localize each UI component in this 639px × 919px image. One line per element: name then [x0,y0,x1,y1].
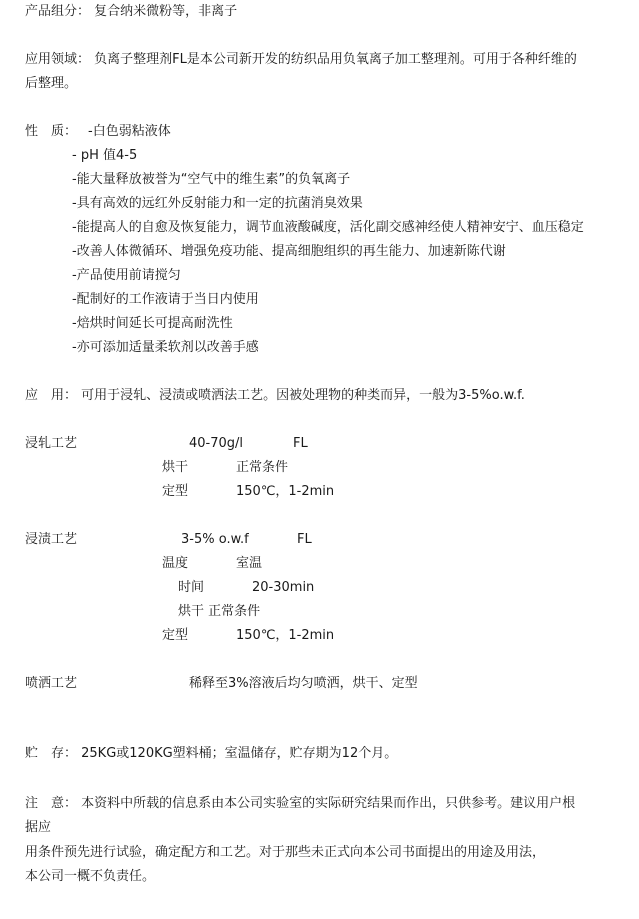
property-item: - pH 值4-5 [72,148,138,163]
padding-title: 浸轧工艺 [25,436,78,451]
usage-line: 应 用： 可用于浸轧、浸渍或喷洒法工艺。因被处理物的种类而异，一般为3-5%o.w.f. [25,388,525,403]
padding-agent: FL [293,436,308,451]
property-item: -配制好的工作液请于当日内使用 [72,292,259,307]
dipping-dosage: 3-5% o.w.f [181,532,249,547]
notice-line2: 据应 [25,820,52,835]
property-item: -能提高人的自愈及恢复能力，调节血液酸碱度，活化副交感神经使人精神安宁、血压稳定 [72,220,584,235]
property-item: -改善人体微循环、增强免疫功能、提高细胞组织的再生能力、加速新陈代谢 [72,244,506,259]
padding-dry-value: 正常条件 [236,460,289,475]
composition-line: 产品组分： 复合纳米微粉等，非离子 [25,4,238,19]
application-area-line1: 应用领域： 负离子整理剂FL是本公司新开发的纺织品用负氧离子加工整理剂。可用于各种纤维的 [25,52,577,67]
spraying-text: 稀释至3%溶液后均匀喷洒，烘干、定型 [189,676,418,691]
notice-line4: 本公司一概不负责任。 [25,869,156,884]
property-item: -具有高效的远红外反射能力和一定的抗菌消臭效果 [72,196,363,211]
dipping-agent: FL [297,532,312,547]
notice-line3: 用条件预先进行试验，确定配方和工艺。对于那些未正式向本公司书面提出的用途及用法， [25,845,546,860]
dipping-time-value: 20-30min [252,580,315,595]
padding-dosage: 40-70g/l [189,436,244,451]
property-item: -白色弱粘液体 [88,124,171,139]
padding-cure-label: 定型 [162,484,189,499]
spraying-title: 喷洒工艺 [25,676,78,691]
notice-line1: 注 意： 本资料中所载的信息系由本公司实验室的实际研究结果而作出，只供参考。建议用户根 [25,796,576,811]
property-item: -焙烘时间延长可提高耐洗性 [72,316,233,331]
dipping-cure-label: 定型 [162,628,189,643]
dipping-dry-text: 烘干 正常条件 [178,604,261,619]
padding-cure-value: 150℃，1-2min [236,484,335,499]
dipping-temp-value: 室温 [236,556,263,571]
dipping-title: 浸渍工艺 [25,532,78,547]
padding-dry-label: 烘干 [162,460,189,475]
dipping-time-label: 时间 [178,580,205,595]
property-item: -产品使用前请搅匀 [72,268,181,283]
dipping-cure-value: 150℃，1-2min [236,628,335,643]
application-area-line2: 后整理。 [25,76,78,91]
storage-line: 贮 存： 25KG或120KG塑料桶；室温储存，贮存期为12个月。 [25,746,398,761]
dipping-temp-label: 温度 [162,556,189,571]
properties-label: 性 质： [25,124,78,139]
property-item: -能大量释放被誉为“空气中的维生素”的负氧离子 [72,172,351,187]
property-item: -亦可添加适量柔软剂以改善手感 [72,340,259,355]
